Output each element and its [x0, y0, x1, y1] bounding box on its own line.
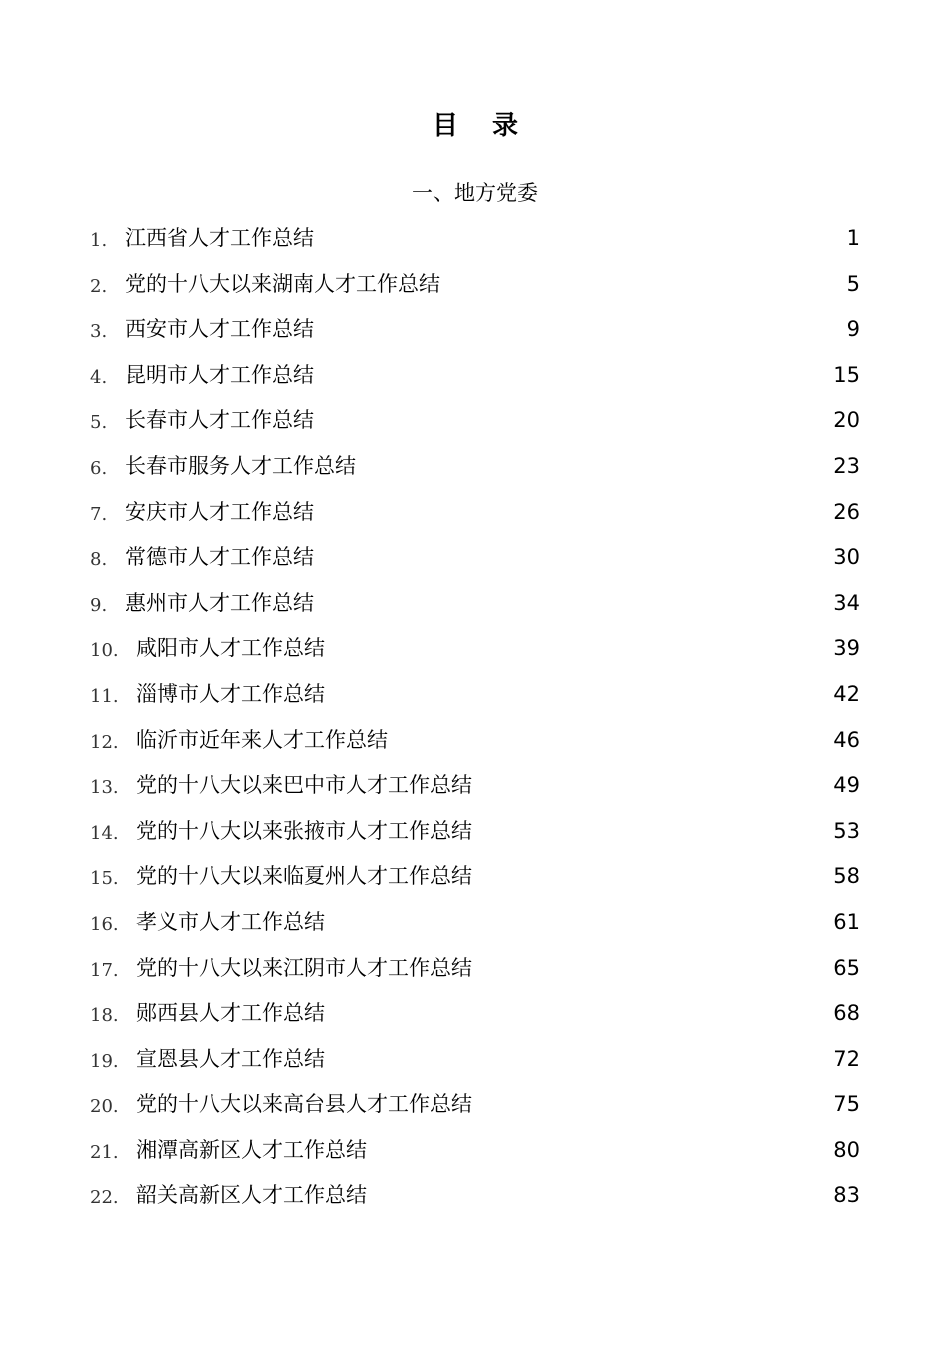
- toc-entry-number: 14.: [90, 822, 119, 844]
- toc-entry-page-number: 20: [833, 408, 860, 433]
- toc-entry-page-number: 83: [833, 1183, 860, 1208]
- toc-entry-page-number: 72: [833, 1046, 860, 1071]
- toc-entry-title: 郧西县人才工作总结: [136, 1001, 325, 1026]
- toc-entry-page-number: 26: [833, 499, 860, 524]
- toc-entry-title: 党的十八大以来张掖市人才工作总结: [136, 818, 472, 843]
- toc-entry[interactable]: [90, 676, 860, 722]
- toc-entry-number: 22.: [90, 1187, 119, 1209]
- toc-entry-number: 11.: [90, 685, 119, 707]
- toc-entry-number: 13.: [90, 777, 119, 799]
- toc-entry-title: 安庆市人才工作总结: [125, 499, 314, 524]
- toc-entry-title: 孝义市人才工作总结: [136, 909, 325, 934]
- toc-entry-number: 3.: [90, 321, 108, 343]
- toc-entry-page-number: 15: [833, 362, 860, 387]
- toc-entry-page-number: 49: [833, 773, 860, 798]
- toc-entry-title: 党的十八大以来临夏州人才工作总结: [136, 864, 472, 889]
- toc-entry-page-number: 75: [833, 1092, 860, 1117]
- toc-entry[interactable]: [90, 494, 860, 540]
- toc-entry[interactable]: [90, 266, 860, 312]
- toc-entry[interactable]: [90, 448, 860, 494]
- toc-entry-page-number: 39: [833, 636, 860, 661]
- toc-entry-number: 20.: [90, 1096, 119, 1118]
- toc-entry-title: 惠州市人才工作总结: [125, 590, 314, 615]
- toc-entry-number: 9.: [90, 594, 108, 616]
- toc-entry[interactable]: [90, 995, 860, 1041]
- toc-entry-title: 昆明市人才工作总结: [125, 362, 314, 387]
- toc-entry[interactable]: [90, 950, 860, 996]
- toc-entry-page-number: 30: [833, 545, 860, 570]
- toc-entry[interactable]: [90, 311, 860, 357]
- toc-entry-title: 党的十八大以来江阴市人才工作总结: [136, 955, 472, 980]
- toc-entry-page-number: 68: [833, 1001, 860, 1026]
- toc-entry-page-number: 58: [833, 864, 860, 889]
- toc-entry-number: 18.: [90, 1005, 119, 1027]
- toc-entry[interactable]: [90, 220, 860, 266]
- toc-entry-number: 2.: [90, 275, 108, 297]
- toc-entry[interactable]: [90, 858, 860, 904]
- toc-entry-number: 19.: [90, 1050, 119, 1072]
- toc-entry-page-number: 65: [833, 955, 860, 980]
- toc-entry[interactable]: [90, 630, 860, 676]
- toc-entry-title: 淄博市人才工作总结: [136, 681, 325, 706]
- toc-entry[interactable]: [90, 904, 860, 950]
- toc-entry-page-number: 61: [833, 909, 860, 934]
- toc-entry-title: 党的十八大以来高台县人才工作总结: [136, 1092, 472, 1117]
- toc-entry-title: 宣恩县人才工作总结: [136, 1046, 325, 1071]
- toc-entry-page-number: 34: [833, 590, 860, 615]
- toc-entry[interactable]: [90, 722, 860, 768]
- toc-entry-page-number: 5: [846, 271, 860, 296]
- toc-entry[interactable]: [90, 813, 860, 859]
- toc-entry-page-number: 53: [833, 818, 860, 843]
- toc-entry-number: 16.: [90, 913, 119, 935]
- toc-entry[interactable]: [90, 539, 860, 585]
- title-char-1: 目: [431, 111, 458, 141]
- toc-entry-number: 15.: [90, 868, 119, 890]
- toc-entry-number: 21.: [90, 1141, 119, 1163]
- toc-entry[interactable]: [90, 1086, 860, 1132]
- toc-entry-number: 4.: [90, 366, 108, 388]
- toc-entry[interactable]: [90, 402, 860, 448]
- toc-entry[interactable]: [90, 585, 860, 631]
- section-heading: 一、地方党委: [412, 181, 538, 205]
- toc-entry-number: 17.: [90, 959, 119, 981]
- toc-entry-title: 咸阳市人才工作总结: [136, 636, 325, 661]
- toc-entry-page-number: 23: [833, 453, 860, 478]
- toc-entry[interactable]: [90, 357, 860, 403]
- toc-entry-number: 1.: [90, 230, 108, 251]
- page-title: [0, 106, 950, 146]
- toc-entry-title: 长春市服务人才工作总结: [125, 453, 356, 478]
- toc-entry-title: 长春市人才工作总结: [125, 408, 314, 433]
- toc-entry-title: 常德市人才工作总结: [125, 545, 314, 570]
- title-char-2: 录: [492, 111, 519, 141]
- toc-entry-number: 5.: [90, 412, 108, 434]
- toc-entry-title: 湘潭高新区人才工作总结: [136, 1137, 367, 1162]
- toc-entry-title: 韶关高新区人才工作总结: [136, 1183, 367, 1208]
- toc-entry-title: 江西省人才工作总结: [125, 226, 314, 250]
- toc-entry-page-number: 46: [833, 727, 860, 752]
- toc-entry-title: 党的十八大以来巴中市人才工作总结: [136, 773, 472, 798]
- toc-entry-number: 8.: [90, 549, 108, 571]
- toc-entry-number: 7.: [90, 503, 108, 525]
- toc-entry[interactable]: [90, 1177, 860, 1223]
- toc-entry-page-number: 9: [846, 317, 860, 342]
- toc-entry-title: 党的十八大以来湖南人才工作总结: [125, 271, 440, 296]
- toc-entry-number: 10.: [90, 640, 119, 662]
- toc-entry-title: 西安市人才工作总结: [125, 317, 314, 342]
- toc-entry-page-number: 1: [846, 226, 860, 250]
- toc-entry[interactable]: [90, 1132, 860, 1178]
- toc-entry[interactable]: [90, 1041, 860, 1087]
- toc-entry[interactable]: [90, 767, 860, 813]
- toc-entry-page-number: 80: [833, 1137, 860, 1162]
- toc-entry-title: 临沂市近年来人才工作总结: [136, 727, 388, 752]
- toc-entry-number: 12.: [90, 731, 119, 753]
- table-of-contents: [90, 220, 860, 1223]
- toc-entry-page-number: 42: [833, 681, 860, 706]
- toc-entry-number: 6.: [90, 457, 108, 479]
